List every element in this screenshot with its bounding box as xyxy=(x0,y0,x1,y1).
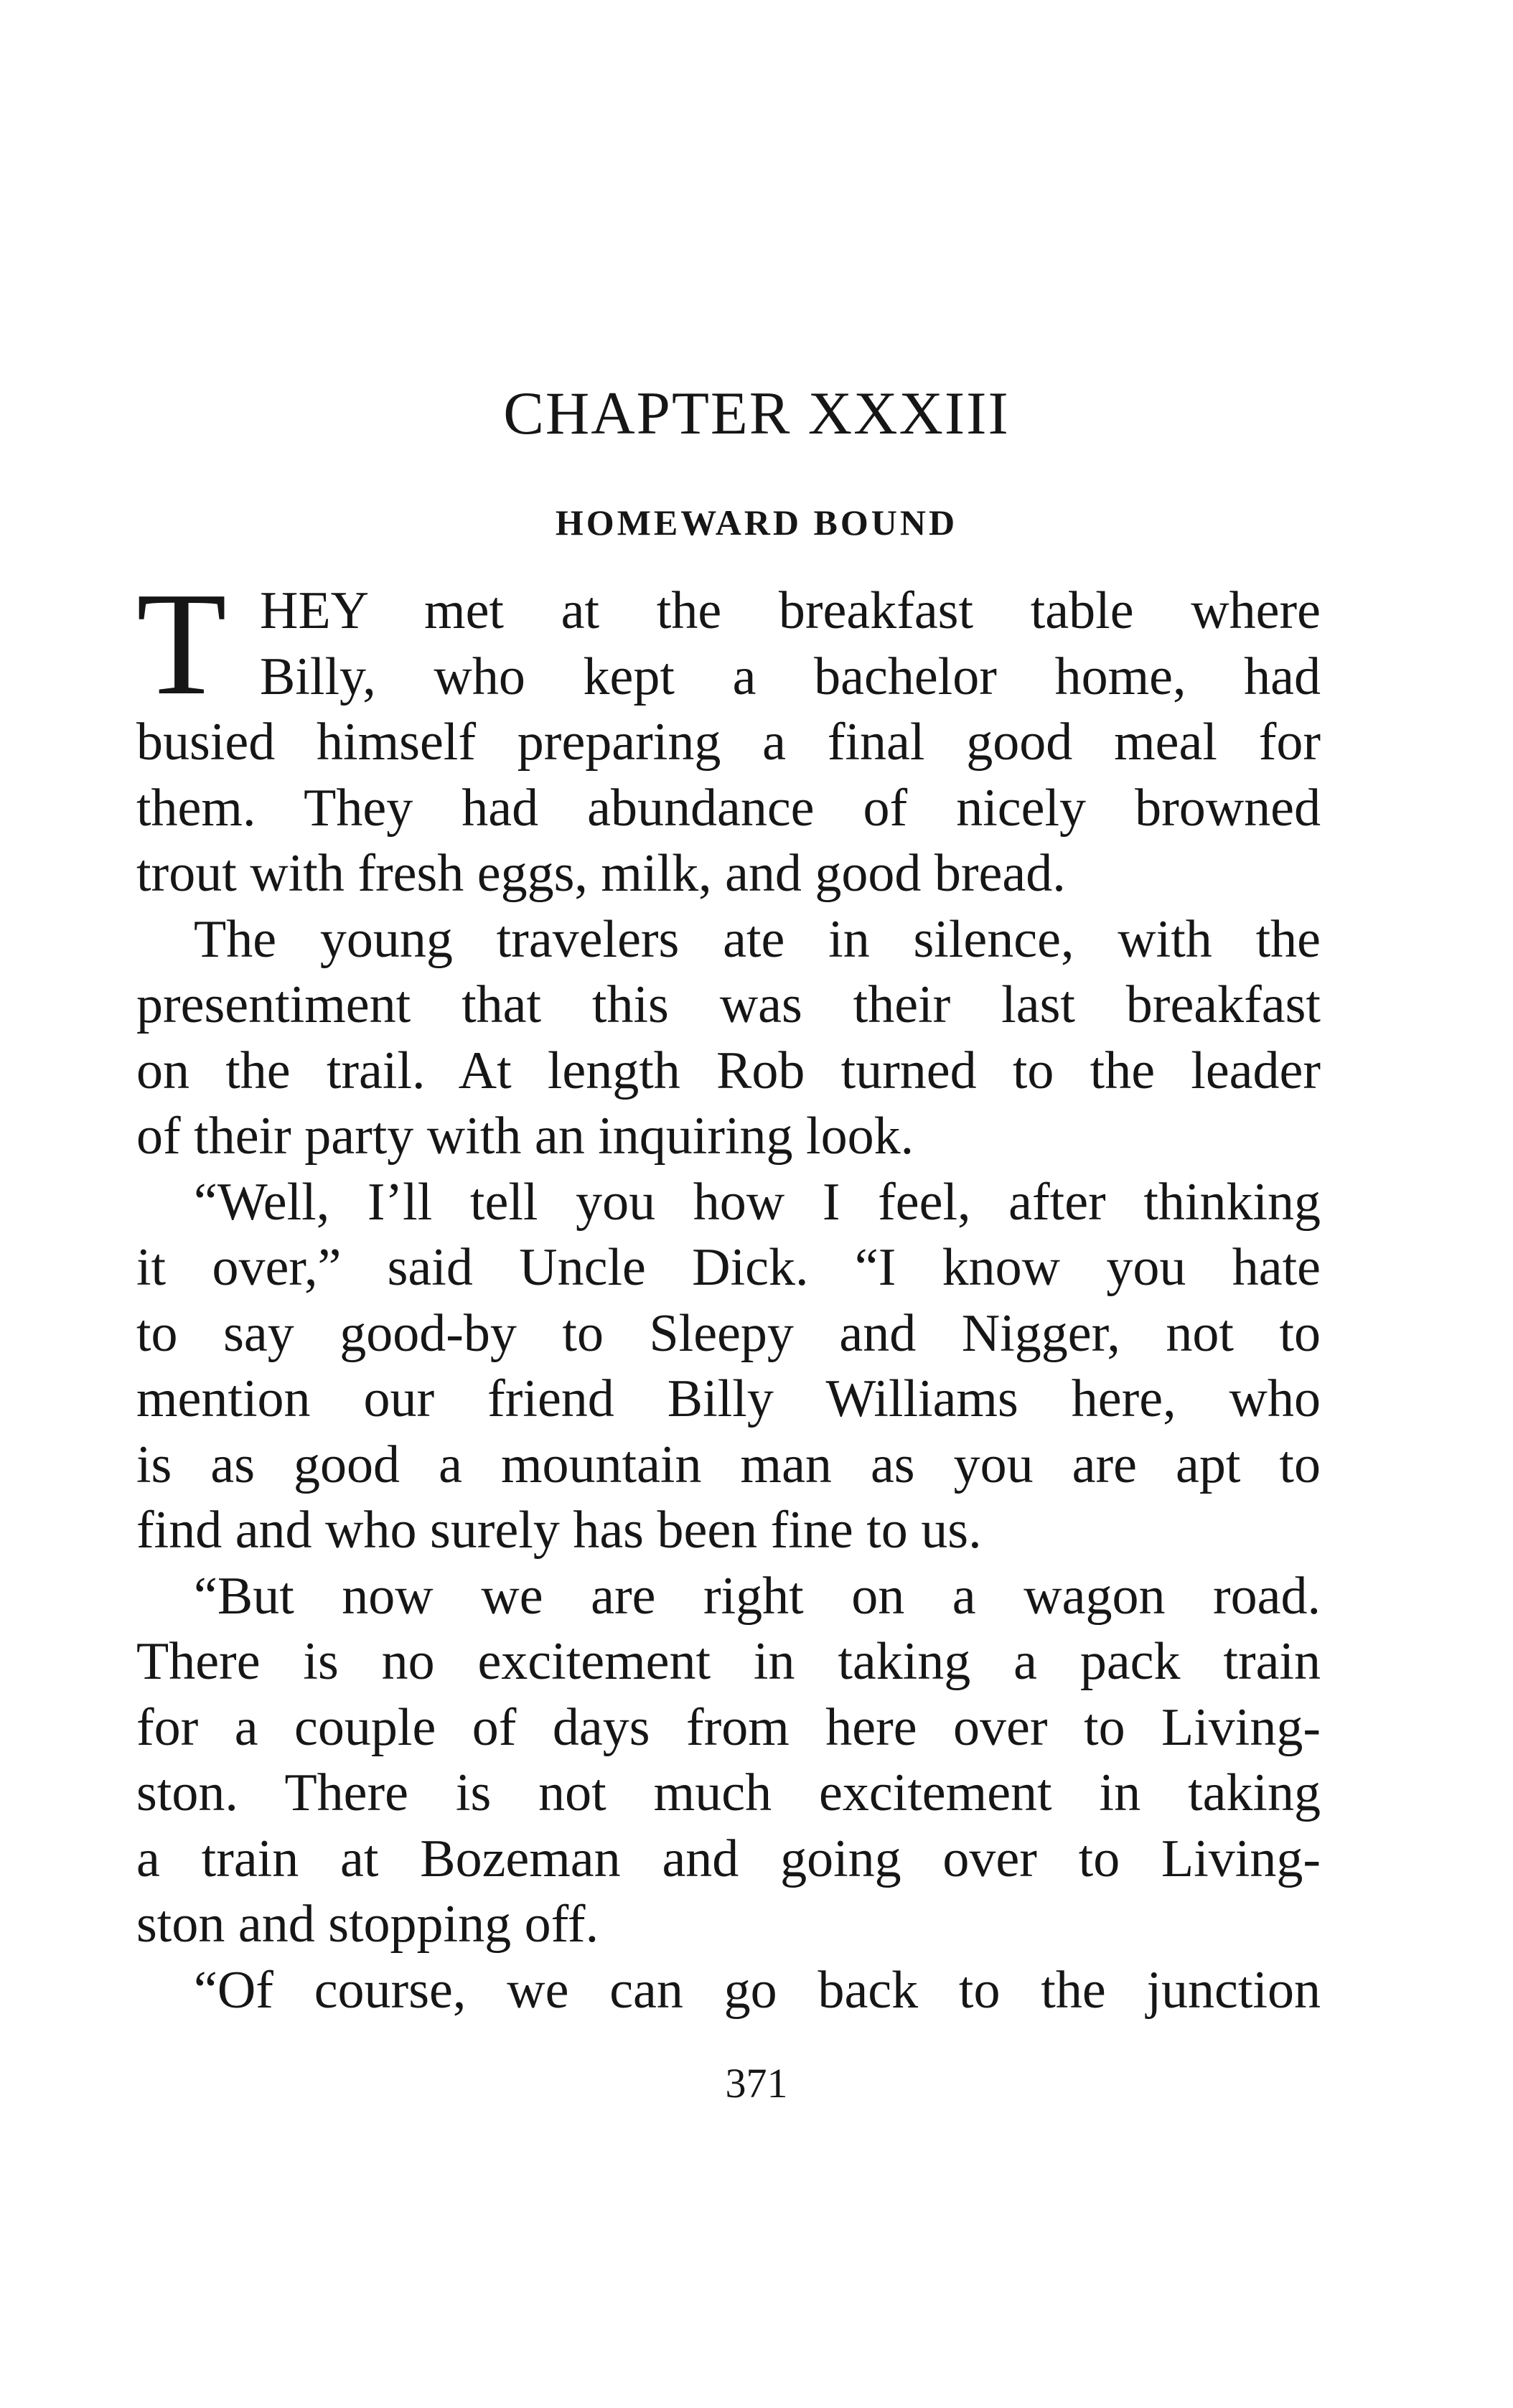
text-line: “Of course, we can go back to the junction xyxy=(194,1960,1321,2020)
text-line: Billy, who kept a bachelor home, had xyxy=(260,647,1321,706)
text-line: to say good-by to Sleepy and Nigger, not to xyxy=(136,1303,1321,1363)
text-line: “Well, I’ll tell you how I feel, after thinking xyxy=(194,1172,1321,1232)
text-line: ston. There is not much excitement in taking xyxy=(136,1763,1321,1822)
chapter-subtitle: HOMEWARD BOUND xyxy=(555,502,958,543)
text-line: The young travelers ate in silence, with the xyxy=(194,909,1321,969)
text-line: “But now we are right on a wagon road. xyxy=(194,1566,1321,1626)
page-number: 371 xyxy=(725,2060,788,2107)
text-line: for a couple of days from here over to Living- xyxy=(136,1697,1321,1757)
text-line: them. They had abundance of nicely browned xyxy=(136,778,1321,838)
body-text xyxy=(136,561,1321,2023)
chapter-title: CHAPTER XXXIII xyxy=(503,380,1010,447)
text-line: busied himself preparing a final good meal for xyxy=(136,713,1321,772)
text-line: a train at Bozeman and going over to Living- xyxy=(136,1829,1321,1888)
text-line: There is no excitement in taking a pack train xyxy=(136,1632,1321,1691)
drop-cap: T xyxy=(136,561,227,726)
text-line: presentiment that this was their last breakfast xyxy=(136,975,1321,1034)
text-line: HEY met at the breakfast table where xyxy=(260,581,1321,640)
text-line: on the trail. At length Rob turned to the leader xyxy=(136,1041,1321,1100)
text-line: mention our friend Billy Williams here, who xyxy=(136,1369,1321,1428)
text-line: ston and stopping off. xyxy=(136,1895,599,1954)
text-line: it over,” said Uncle Dick. “I know you hate xyxy=(136,1238,1321,1297)
text-line: trout with fresh eggs, milk, and good bread. xyxy=(136,844,1066,903)
text-line: find and who surely has been fine to us. xyxy=(136,1501,982,1560)
text-line: is as good a mountain man as you are apt to xyxy=(136,1435,1321,1494)
text-line: of their party with an inquiring look. xyxy=(136,1107,914,1166)
